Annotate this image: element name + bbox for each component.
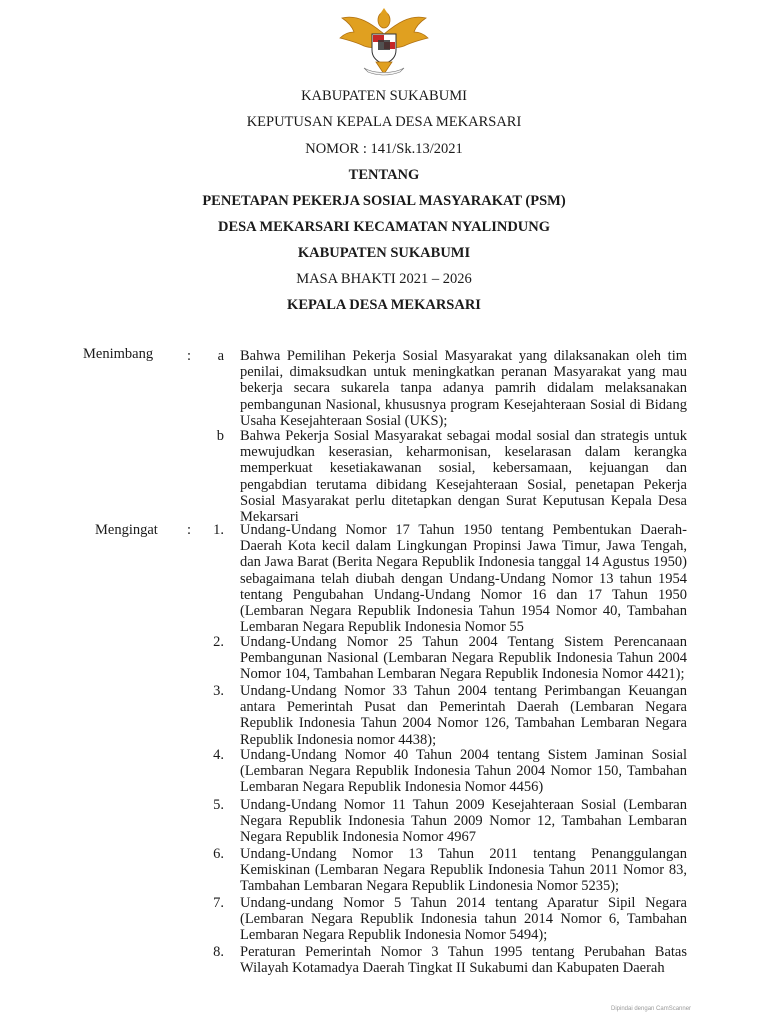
tentang-heading: TENTANG	[348, 167, 420, 183]
mengingat-item-text: Undang-Undang Nomor 11 Tahun 2009 Kesejahteraan Sosial (Lembaran Negara Republik Indonesia Tahun 2009 Nomor 12, Tambahan Lembaran Negara Republik Indonesia Nomor 4967	[240, 797, 687, 846]
menimbang-item-marker: b	[216, 428, 224, 444]
mengingat-item-marker: 1.	[213, 522, 224, 538]
mengingat-item-text: Undang-Undang Nomor 33 Tahun 2004 tentang Perimbangan Keuangan antara Pemerintah Pusat dan Pemerintah Daerah (Lembaran Negara Republik Indonesia Tahun 2004 Nomor 126, Tambahan Lembaran Negara Republik Indonesia nomor 4438);	[240, 683, 687, 748]
mengingat-item-marker: 6.	[213, 846, 224, 862]
mengingat-item-marker: 4.	[213, 747, 224, 763]
mengingat-item-marker: 3.	[213, 683, 224, 699]
mengingat-label: Mengingat	[95, 522, 158, 538]
menimbang-colon: :	[187, 348, 192, 364]
subject-line-1: PENETAPAN PEKERJA SOSIAL MASYARAKAT (PSM)	[202, 193, 566, 209]
menimbang-item-text: Bahwa Pekerja Sosial Masyarakat sebagai modal sosial dan strategis untuk mewujudkan keserasian, keharmonisan, keselarasan dalam kerangka memperkuat kesetiakawanan sosial, kebersamaan, kejuangan dan pengabdian terutama dibidang Kesejahteraan Sosial, penetapan Pekerja Sosial Masyarakat perlu ditetapkan dengan Surat Keputusan Kepala Desa Mekarsari	[240, 428, 687, 526]
mengingat-item-text: Undang-undang Nomor 5 Tahun 2014 tentang Aparatur Sipil Negara (Lembaran Negara Republik Indonesia tahun 2014 Nomor 6, Tambahan Lembaran Negara Republik Indonesia Nomor 5494);	[240, 895, 687, 944]
decree-title: KEPUTUSAN KEPALA DESA MEKARSARI	[246, 114, 522, 130]
mengingat-item-text: Undang-Undang Nomor 17 Tahun 1950 tentang Pembentukan Daerah-Daerah Kota kecil dalam Lingkungan Propinsi Jawa Timur, Jawa Tengah, dan Jawa Barat (Berita Negara Republik Indonesia tanggal 14 Agustus 1950) sebagaimana telah diubah dengan Undang-Undang Nomor 13 tahun 1954 tentang Pengubahan Undang-Undang Nomor 16 dan 17 Tahun 1950 (Lembaran Negara Republik Indonesia Tahun 1954 Nomor 40, Tambahan Lembaran Negara Republik Indonesia Nomor 55	[240, 522, 687, 636]
mengingat-item-text: Undang-Undang Nomor 40 Tahun 2004 tentang Sistem Jaminan Sosial (Lembaran Negara Republik Indonesia Tahun 2004 Nomor 150, Tambahan Lembaran Negara Republik Indonesia Nomor 4456)	[240, 747, 687, 796]
mengingat-item-marker: 8.	[213, 944, 224, 960]
regency-title: KABUPATEN SUKABUMI	[301, 88, 467, 104]
decree-number: NOMOR : 141/Sk.13/2021	[305, 141, 463, 157]
mengingat-item-text: Undang-Undang Nomor 13 Tahun 2011 tentang Penanggulangan Kemiskinan (Lembaran Negara Republik Indonesia Tahun 2011 Nomor 83, Tambahan Lembaran Negara Republik Lindonesia Nomor 5235);	[240, 846, 687, 895]
mengingat-item-marker: 2.	[213, 634, 224, 650]
subject-line-3: KABUPATEN SUKABUMI	[297, 245, 471, 261]
garuda-emblem-icon	[334, 4, 434, 78]
mengingat-item-marker: 5.	[213, 797, 224, 813]
mengingat-item-marker: 7.	[213, 895, 224, 911]
mengingat-colon: :	[187, 522, 192, 538]
service-period: MASA BHAKTI 2021 – 2026	[296, 271, 472, 287]
mengingat-item-text: Undang-Undang Nomor 25 Tahun 2004 Tentang Sistem Perencanaan Pembangunan Nasional (Lembaran Negara Republik Indonesia Tahun 2004 Nomor 104, Tambahan Lembaran Negara Republik Indonesia Nomor 4421);	[240, 634, 687, 683]
menimbang-label: Menimbang	[83, 346, 154, 362]
menimbang-item-marker: a	[217, 348, 224, 364]
mengingat-item-text: Peraturan Pemerintah Nomor 3 Tahun 1995 tentang Perubahan Batas Wilayah Kotamadya Daerah Tingkat II Sukabumi dan Kabupaten Daerah	[240, 944, 687, 977]
subject-line-2: DESA MEKARSARI KECAMATAN NYALINDUNG	[217, 219, 551, 235]
issuer-title: KEPALA DESA MEKARSARI	[287, 297, 481, 313]
scanner-watermark: Dipindai dengan CamScanner	[611, 1006, 692, 1012]
menimbang-item-text: Bahwa Pemilihan Pekerja Sosial Masyarakat yang dilaksanakan oleh tim penilai, dimaksudkan untuk meningkatkan peranan Masyarakat yang mau bekerja secara sukarela tanpa adanya pamrih didalam melaksanakan pembangunan Nasional, khususnya program Kesejahteraan Sosial di Bidang Usaha Kesejahteraan Sosial (UKS);	[240, 348, 687, 429]
